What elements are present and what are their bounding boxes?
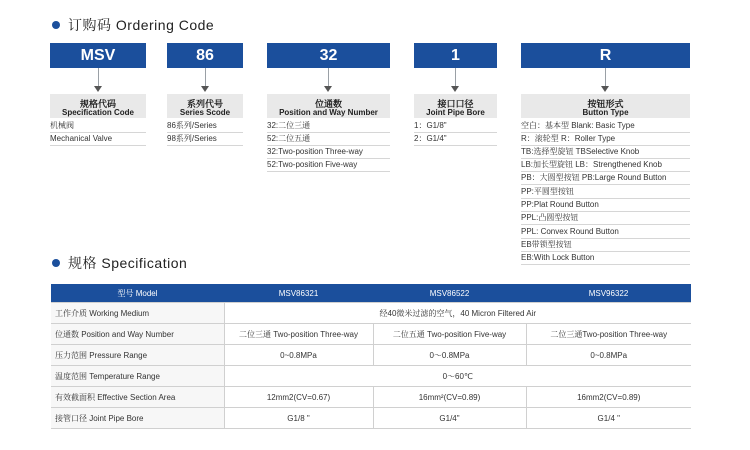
spec-title: 规格 Specification [68, 255, 188, 271]
ordering-title: 订购码 Ordering Code [68, 17, 215, 33]
bullet-icon [52, 259, 60, 267]
list-item: 52:Two-position Five-way [267, 160, 358, 169]
row-label: 工作介质 Working Medium [51, 303, 224, 324]
position-en: Position and Way Number [279, 108, 378, 117]
arrow-down-icon [94, 86, 102, 92]
table-cell: 16mm²(CV=0.89) [373, 387, 526, 408]
list-item: 32:二位三通 [267, 121, 311, 130]
list-item: TB:选择型旋钮 TBSelective Knob [521, 147, 640, 156]
divider [167, 145, 243, 146]
list-item: 52:二位五通 [267, 134, 311, 143]
spec-section-title [52, 253, 187, 273]
divider [414, 145, 497, 146]
spec-code-en: Specification Code [61, 108, 134, 117]
table-cell: G1/8 " [224, 408, 373, 429]
list-item: R：滚轮型 R：Roller Type [521, 134, 616, 143]
arrow-down-icon [324, 86, 332, 92]
list-item: 32:Two-position Three-way [267, 147, 363, 156]
list-item: 86系列/Series [167, 121, 217, 130]
row-label: 接管口径 Joint Pipe Bore [51, 408, 224, 429]
table-cell: 二位三通Two-position Three-way [526, 324, 691, 345]
code-box-series: 86 [167, 43, 243, 68]
arrow-down-icon [601, 86, 609, 92]
list-item: PPL:凸圆型按钮 [521, 213, 579, 222]
list-item: 98系列/Series [167, 134, 217, 143]
table-cell: 0～60℃ [224, 366, 691, 387]
divider [521, 264, 690, 265]
list-item: PP:Plat Round Button [521, 200, 599, 209]
table-cell: 0～0.8MPa [373, 345, 526, 366]
divider [521, 184, 690, 185]
code-box-msv: MSV [50, 43, 146, 68]
spec-code-cn: 规格代码 [79, 99, 116, 109]
table-cell: 12mm2(CV=0.67) [224, 387, 373, 408]
connector-line [98, 68, 99, 86]
button-cn: 按钮形式 [587, 99, 624, 109]
arrow-down-icon [451, 86, 459, 92]
list-item: 空白：基本型 Blank: Basic Type [521, 121, 635, 130]
list-item: PP:平圆型按钮 [521, 187, 574, 196]
code-box-position: 32 [267, 43, 390, 68]
connector-line [205, 68, 206, 86]
spec-table [51, 284, 691, 429]
table-cell: G1/4 " [526, 408, 691, 429]
ordering-section-title [52, 15, 214, 35]
series-cn: 系列代号 [186, 99, 223, 109]
series-en: Series Scode [179, 108, 231, 117]
row-label: 有效截面积 Effective Section Area [51, 387, 224, 408]
table-cell: G1/4" [373, 408, 526, 429]
code-box-button: R [521, 43, 690, 68]
table-row [51, 408, 691, 429]
list-item: PPL: Convex Round Button [521, 227, 619, 236]
list-item: 2：G1/4" [414, 134, 447, 143]
list-item: Mechanical Valve [50, 134, 113, 143]
list-item: 1：G1/8" [414, 121, 447, 130]
row-label: 位通数 Position and Way Number [51, 324, 224, 345]
row-label: 温度范围 Temperature Range [51, 366, 224, 387]
table-row [51, 303, 691, 324]
list-item: EB带锁型按钮 [521, 240, 572, 249]
pipe-en: Joint Pipe Bore [426, 108, 485, 117]
table-cell: 二位三通 Two-position Three-way [224, 324, 373, 345]
table-cell: 0~0.8MPa [526, 345, 691, 366]
divider [521, 224, 690, 225]
list-item: EB:With Lock Button [521, 253, 595, 262]
connector-line [605, 68, 606, 86]
list-item: PB：大圆型按钮 PB:Large Round Button [521, 173, 667, 182]
connector-line [455, 68, 456, 86]
bullet-icon [52, 21, 60, 29]
arrow-down-icon [201, 86, 209, 92]
position-cn: 位通数 [314, 99, 342, 109]
table-cell: 16mm2(CV=0.89) [526, 387, 691, 408]
connector-line [328, 68, 329, 86]
list-item: 机械阀 [50, 121, 74, 130]
row-label: 压力范围 Pressure Range [51, 345, 224, 366]
table-row [51, 324, 691, 345]
code-box-pipe: 1 [414, 43, 497, 68]
table-cell: 二位五通 Two-position Five-way [373, 324, 526, 345]
table-row [51, 345, 691, 366]
table-cell: 经40微米过滤的空气，40 Micron Filtered Air [224, 303, 691, 324]
table-row [51, 366, 691, 387]
header-msv86321: MSV86321 [224, 284, 373, 303]
table-row [51, 387, 691, 408]
header-model: 型号 Model [51, 284, 224, 303]
table-header-row [51, 284, 691, 303]
header-msv86522: MSV86522 [373, 284, 526, 303]
list-item: LB:加长型旋钮 LB：Strengthened Knob [521, 160, 662, 169]
divider [267, 171, 390, 172]
table-cell: 0~0.8MPa [224, 345, 373, 366]
header-msv96322: MSV96322 [526, 284, 691, 303]
button-en: Button Type [582, 108, 629, 117]
divider [50, 145, 146, 146]
pipe-cn: 接口口径 [437, 99, 474, 109]
